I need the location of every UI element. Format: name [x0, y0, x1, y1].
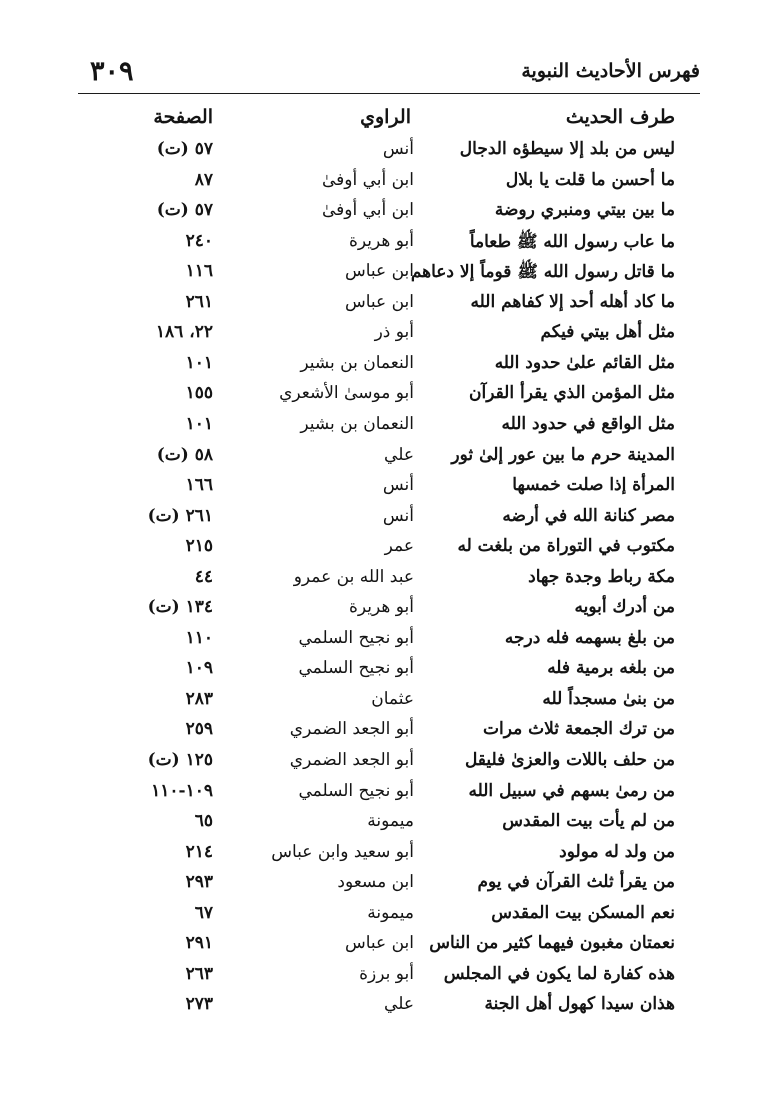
narrator-name: أبو ذر — [374, 322, 414, 343]
page-reference: ٦٥ — [194, 811, 213, 832]
narrator-name: أبو نجيح السلمي — [298, 780, 414, 801]
hadith-text: المدينة حرم ما بين عور إلىٰ ثور — [451, 444, 675, 465]
hadith-text: مصر كنانة الله في أرضه — [502, 505, 675, 526]
hadith-text: ما أحسن ما قلت يا بلال — [505, 169, 675, 190]
page-reference: ١٦٦ — [185, 475, 213, 496]
narrator-name: أنس — [382, 139, 414, 159]
header-divider — [78, 93, 700, 94]
page-reference: ٢٢، ١٨٦ — [155, 322, 213, 343]
table-row — [0, 289, 768, 319]
table-row — [0, 167, 768, 197]
narrator-name: أبو نجيح السلمي — [298, 658, 414, 679]
table-row — [0, 778, 768, 808]
page-reference: ١٠١ — [185, 413, 213, 434]
hadith-text: مكتوب في التوراة من بلغت له — [457, 536, 675, 557]
page-reference: ١١٠ — [185, 627, 213, 648]
table-row — [0, 961, 768, 991]
table-row — [0, 228, 768, 258]
page-reference: ٤٤ — [194, 566, 213, 587]
narrator-name: ميمونة — [367, 902, 414, 923]
page-reference: ٢٥٩ — [185, 719, 213, 740]
narrator-name: أنس — [382, 505, 414, 526]
table-row — [0, 472, 768, 502]
narrator-name: أنس — [382, 475, 414, 496]
table-row — [0, 991, 768, 1021]
hadith-text: نعم المسكن بيت المقدس — [491, 902, 675, 923]
narrator-name: النعمان بن بشير — [300, 413, 414, 434]
page-reference: ٥٧ (ت) — [156, 139, 213, 159]
hadith-text: من أدرك أبويه — [574, 597, 675, 618]
narrator-name: أبو برزة — [359, 963, 414, 984]
table-row — [0, 442, 768, 472]
page-reference: ١٣٤ (ت) — [147, 597, 213, 618]
page-reference: ٢٦١ (ت) — [147, 505, 213, 526]
table-row — [0, 839, 768, 869]
page-reference: ١٢٥ (ت) — [147, 750, 213, 770]
narrator-name: ابن أبي أوفىٰ — [321, 169, 414, 190]
page-reference: ١٠١ — [185, 352, 213, 373]
page-number: ٣٠٩ — [90, 56, 134, 87]
hadith-text: ما كاد أهله أحد إلا كفاهم الله — [470, 291, 675, 312]
narrator-name: ابن عباس — [344, 933, 414, 954]
page-reference: ٢١٥ — [185, 536, 213, 557]
table-row — [0, 686, 768, 716]
page-reference: ١٠٩ — [185, 658, 213, 679]
narrator-name: ابن مسعود — [337, 872, 414, 893]
table-row — [0, 808, 768, 838]
page-reference: ٢٧٣ — [185, 994, 213, 1015]
hadith-text: من ولد له مولود — [559, 841, 675, 862]
hadith-text: من يقرأ ثلث القرآن في يوم — [477, 872, 675, 893]
hadith-text: من بلغه برمية فله — [547, 658, 675, 679]
narrator-name: النعمان بن بشير — [300, 352, 414, 373]
page-reference: ٥٨ (ت) — [156, 444, 213, 465]
column-header-hadith: طرف الحديث — [565, 106, 675, 128]
table-row — [0, 625, 768, 655]
table-row — [0, 930, 768, 960]
page-reference: ٥٧ (ت) — [156, 200, 213, 221]
hadith-text: مثل القائم علىٰ حدود الله — [494, 352, 675, 373]
column-header-page: الصفحة — [153, 106, 213, 128]
page-reference: ٢٩١ — [185, 933, 213, 954]
narrator-name: أبو نجيح السلمي — [298, 627, 414, 648]
narrator-name: ابن أبي أوفىٰ — [321, 200, 414, 221]
narrator-name: علي — [384, 444, 414, 465]
table-row — [0, 411, 768, 441]
hadith-text: مثل أهل بيتي فيكم — [540, 322, 675, 343]
hadith-text: من ترك الجمعة ثلاث مرات — [483, 719, 675, 740]
narrator-name: أبو موسىٰ الأشعري — [279, 383, 414, 404]
table-row — [0, 350, 768, 380]
table-row — [0, 869, 768, 899]
hadith-text: نعمتان مغبون فيهما كثير من الناس — [429, 933, 675, 954]
hadith-text: المرأة إذا صلت خمسها — [512, 475, 675, 496]
hadith-text: من حلف باللات والعزىٰ فليقل — [464, 750, 675, 770]
table-row — [0, 747, 768, 777]
narrator-name: عمر — [384, 536, 414, 557]
narrator-name: أبو سعيد وابن عباس — [271, 841, 414, 862]
page-reference: ٢٩٣ — [185, 872, 213, 893]
page-reference: ٢٦٣ — [185, 963, 213, 984]
table-row — [0, 197, 768, 227]
table-row — [0, 594, 768, 624]
table-row — [0, 564, 768, 594]
narrator-name: أبو هريرة — [348, 230, 414, 251]
page-reference: ١١٦ — [185, 261, 213, 282]
hadith-text: من رمىٰ بسهم في سبيل الله — [468, 780, 675, 801]
page-reference: ٨٧ — [194, 169, 213, 190]
narrator-name: ابن عباس — [344, 261, 414, 282]
page-reference: ٢١٤ — [185, 841, 213, 862]
hadith-text: مثل المؤمن الذي يقرأ القرآن — [468, 383, 675, 404]
hadith-text: ليس من بلد إلا سيطؤه الدجال — [459, 139, 675, 159]
table-row — [0, 319, 768, 349]
narrator-name: أبو الجعد الضمري — [289, 750, 414, 770]
hadith-text: من بنىٰ مسجداً لله — [542, 688, 675, 709]
table-row — [0, 533, 768, 563]
column-header-narrator: الراوي — [360, 106, 411, 128]
narrator-name: أبو هريرة — [348, 597, 414, 618]
page-reference: ١٠٩-١١٠ — [151, 780, 213, 801]
hadith-text: مكة رباط وجدة جهاد — [528, 566, 675, 587]
table-row — [0, 258, 768, 288]
narrator-name: عثمان — [371, 688, 414, 709]
page-reference: ٦٧ — [194, 902, 213, 923]
narrator-name: ميمونة — [367, 811, 414, 832]
table-row — [0, 380, 768, 410]
table-row — [0, 136, 768, 166]
hadith-text: هذان سيدا كهول أهل الجنة — [484, 994, 675, 1015]
table-row — [0, 716, 768, 746]
table-header — [0, 100, 768, 136]
hadith-text: مثل الواقع في حدود الله — [501, 413, 675, 434]
page-reference: ٢٤٠ — [185, 230, 213, 251]
table-row — [0, 503, 768, 533]
page-reference: ٢٦١ — [185, 291, 213, 312]
hadith-text: ما عاب رسول الله ﷺ طعاماً — [469, 231, 675, 252]
narrator-name: ابن عباس — [344, 291, 414, 312]
hadith-text: ما بين بيتي ومنبري روضة — [494, 200, 675, 221]
narrator-name: علي — [384, 994, 414, 1015]
hadith-text: من بلغ بسهمه فله درجه — [504, 627, 675, 648]
hadith-text: هذه كفارة لما يكون في المجلس — [443, 963, 675, 984]
table-row — [0, 900, 768, 930]
hadith-text: ما قاتل رسول الله ﷺ قوماً إلا دعاهم — [410, 262, 675, 283]
narrator-name: عبد الله بن عمرو — [293, 566, 414, 587]
page-reference: ٢٨٣ — [185, 688, 213, 709]
narrator-name: أبو الجعد الضمري — [289, 719, 414, 740]
page-title: فهرس الأحاديث النبوية — [521, 60, 700, 82]
page-header — [78, 52, 700, 90]
table-row — [0, 655, 768, 685]
hadith-text: من لم يأت بيت المقدس — [502, 811, 675, 832]
page-reference: ١٥٥ — [185, 383, 213, 404]
